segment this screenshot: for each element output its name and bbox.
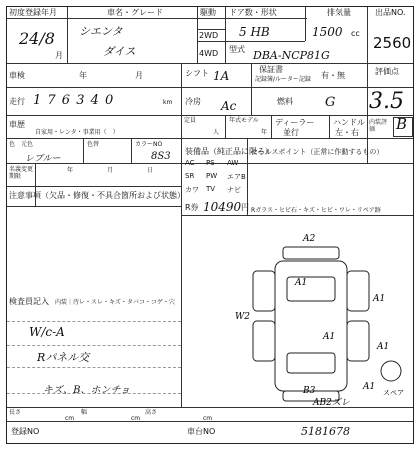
length-label: 長さ	[9, 409, 22, 416]
chassis-label: 車台NO	[187, 427, 216, 436]
color-value: レブルー	[25, 154, 61, 164]
warranty-value: 有・無	[321, 71, 345, 80]
inspection-year: 年	[79, 71, 87, 80]
capacity-unit: 人	[213, 129, 220, 136]
fuel-value: G	[325, 95, 336, 110]
lot-label: 出品NO.	[375, 8, 406, 17]
ac-value: Ac	[221, 99, 237, 113]
door-value: 5 HB	[239, 25, 270, 39]
warranty-sub: 記録簿/ルーター記録	[255, 76, 312, 83]
notes-title: 注意事項（欠品・修復・不具合箇所および状態）	[9, 191, 185, 200]
interior-value: B	[396, 115, 408, 133]
mark-a2: A2	[303, 234, 316, 244]
model-label: 型式	[229, 45, 245, 54]
drive-4wd: 4WD	[199, 49, 219, 58]
mark-a1: A1	[377, 342, 390, 352]
score-value: 3.5	[369, 89, 404, 114]
steer-label: ハンドル	[333, 118, 365, 127]
width-label: 幅	[81, 409, 88, 416]
disp-value: 1500	[312, 25, 343, 39]
shift-value: 1A	[213, 69, 230, 83]
equip-2: AW	[227, 159, 239, 167]
r-label: R券	[185, 203, 199, 212]
car-diagram	[183, 221, 411, 405]
first-reg-value: 24/8	[19, 29, 55, 48]
drive-2wd: 2WD	[199, 31, 219, 40]
first-reg-label: 初度登録年月	[9, 8, 57, 17]
equip-5: エアB	[227, 173, 246, 181]
note-line-3: キズ、B、ホンチョ	[43, 385, 131, 396]
equip-0: AC	[185, 159, 195, 167]
color-no-label: カラーNO	[135, 141, 163, 148]
chassis-value: 5181678	[301, 425, 350, 438]
fuel-label: 燃料	[277, 97, 293, 106]
name-change-label: 名義変更 期限	[9, 166, 34, 180]
capacity-label: 定員	[184, 117, 197, 124]
dealer-value: 並行	[283, 128, 299, 137]
disp-unit: cc	[351, 29, 360, 38]
carname-label: 車名・グレード	[107, 8, 163, 17]
steer-value: 左・右	[335, 128, 359, 137]
equip-4: PW	[206, 172, 218, 180]
drive-label: 駆動	[200, 8, 216, 17]
year-model-unit: 年	[261, 129, 268, 136]
equip-7: TV	[206, 185, 216, 193]
spare-label: スペア	[383, 389, 404, 397]
auction-sheet	[6, 6, 414, 444]
mileage-value: 1 7 6 3 4 0	[33, 93, 115, 108]
score-label: 評価点	[375, 67, 399, 76]
equip-8: ナビ	[227, 186, 241, 194]
selling-title: セールスポイント（正常に作動するもの）	[251, 148, 384, 156]
orig-color-label: 元色	[21, 141, 34, 148]
color-label: 色	[9, 141, 16, 148]
inspection-label: 車検	[9, 71, 25, 80]
checked-options: 内装｜汚レ・スレ・キズ・タバコ・コゲ・穴	[55, 299, 175, 306]
diagram-header: Rガラス・ヒビ石・キズ・ヒビ・ワレ・リペア跡	[251, 207, 381, 214]
km-label: km	[163, 99, 173, 106]
equip-6: カワ	[185, 186, 199, 194]
carname-value: シエンタ	[79, 25, 123, 38]
mark-b3: B3	[303, 386, 316, 396]
change-label: 色替	[87, 141, 100, 148]
table-col-month: 月	[107, 167, 114, 174]
lot-value: 2560	[373, 34, 412, 52]
color-no-value: 8S3	[151, 151, 171, 162]
mileage-label: 走行	[9, 97, 25, 106]
length-unit: cm	[65, 415, 75, 422]
reg-no-label: 登録NO	[11, 427, 40, 436]
interior-label: 内装評価	[369, 119, 388, 133]
note-line-2: Rパネル交	[37, 351, 90, 364]
equip-3: SR	[185, 172, 195, 180]
mark-ab2: AB2ズレ	[313, 398, 350, 405]
warranty-label: 保証書	[259, 65, 283, 74]
disp-label: 排気量	[327, 8, 351, 17]
table-col-day: 日	[147, 167, 154, 174]
note-line-1: W/c-A	[29, 325, 65, 339]
height-label: 高さ	[145, 409, 158, 416]
mark-a1: A1	[323, 332, 336, 342]
table-col-year: 年	[67, 167, 74, 174]
history-options: 自家用・レンタ・事業用（ ）	[35, 129, 119, 136]
mark-a1: A1	[295, 278, 308, 288]
mark-w2: W2	[235, 312, 250, 322]
r-unit: 円	[241, 203, 249, 212]
year-model-label: 年式モデル	[229, 117, 259, 124]
checked-label: 検査員記入	[9, 297, 49, 306]
ac-label: 冷房	[185, 97, 201, 106]
grade-value: ダイス	[103, 45, 136, 58]
model-value: DBA-NCP81G	[253, 49, 330, 62]
equip-title: 装備品（純正品に限る）	[185, 147, 273, 156]
r-value: 10490	[203, 200, 242, 214]
dealer-label: ディーラー	[275, 118, 315, 127]
width-unit: cm	[131, 415, 141, 422]
history-label: 車歴	[9, 120, 25, 129]
month-mark: 月	[55, 51, 63, 60]
shift-label: シフト	[185, 69, 209, 78]
height-unit: cm	[203, 415, 213, 422]
door-label: ドア数・形状	[229, 8, 277, 17]
equipment-grid	[185, 159, 245, 199]
inspection-month: 月	[135, 71, 143, 80]
equip-1: PS	[206, 159, 215, 167]
mark-a1: A1	[373, 294, 386, 304]
mark-a1: A1	[363, 382, 376, 392]
